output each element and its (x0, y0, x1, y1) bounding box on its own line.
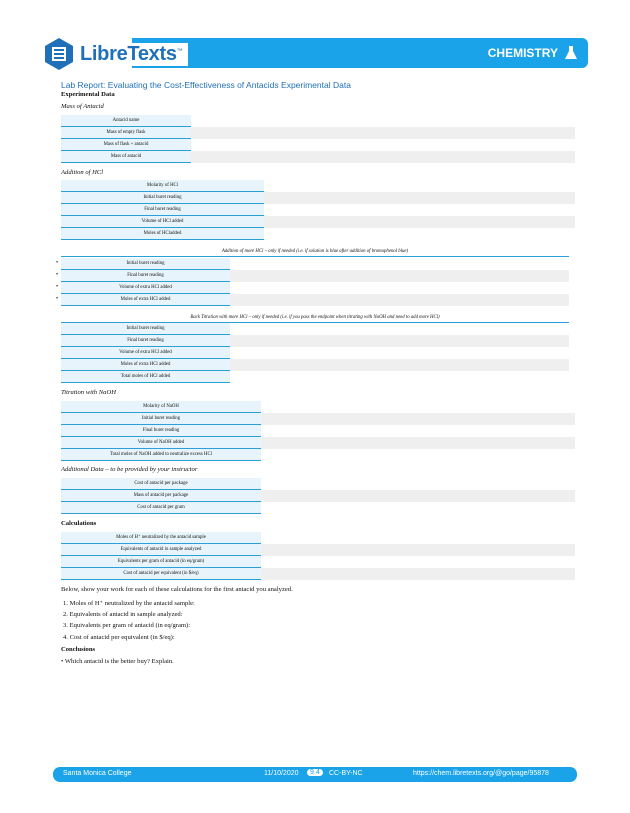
value-cell[interactable] (230, 282, 569, 294)
table-cell: Moles of HCladded (61, 228, 264, 240)
value-cell[interactable] (230, 335, 569, 347)
table-cell: Volume of extra HCl added (61, 347, 230, 359)
footer-license: CC-BY-NC (329, 770, 363, 777)
table-cell: Final buret reading (61, 335, 230, 347)
table-cell: Initial buret reading (61, 413, 261, 425)
value-cell[interactable] (230, 347, 569, 359)
value-cell[interactable] (261, 532, 575, 544)
value-cell[interactable] (191, 115, 575, 127)
back-titration-caption: Back Titration with more HCl – only if needed (i.e. if you pass the endpoint when titrating with NaOH and need to add more HCl) (61, 313, 569, 323)
bullet: • (56, 272, 59, 278)
conclusion-item: • Which antacid is the better buy? Explain. (61, 658, 174, 665)
hcl-table (61, 180, 575, 240)
value-cell[interactable] (264, 216, 575, 228)
value-cell[interactable] (230, 371, 569, 383)
libretexts-logo-icon (42, 37, 76, 71)
value-cell[interactable] (264, 204, 575, 216)
work-item: 1. Moles of H⁺ neutralized by the antacid sample: (63, 600, 195, 607)
logo-text: LibreTexts™ (80, 43, 188, 66)
footer-college: Santa Monica College (63, 770, 132, 777)
table-cell: Volume of extra HCl added (61, 282, 230, 294)
table-cell: Final buret reading (61, 270, 230, 282)
logo[interactable] (42, 36, 188, 72)
value-cell[interactable] (261, 413, 575, 425)
value-cell[interactable] (261, 449, 575, 461)
table-cell: Cost of antacid per equivalent (in $/eq) (61, 568, 261, 580)
value-cell[interactable] (261, 568, 575, 580)
footer-url[interactable]: https://chem.libretexts.org/@go/page/95878 (413, 770, 549, 777)
table-cell: Volume of NaOH added (61, 437, 261, 449)
table-cell: Initial buret reading (61, 192, 264, 204)
additional-section-label: Additional Data – to be provided by your instructor (61, 466, 198, 473)
more-hcl-table (61, 258, 569, 306)
table-cell: Mass of flask + antacid (61, 139, 191, 151)
work-item: 2. Equivalents of antacid in sample analyzed: (63, 611, 183, 618)
table-cell: Initial buret reading (61, 258, 230, 270)
value-cell[interactable] (230, 323, 569, 335)
value-cell[interactable] (261, 478, 575, 490)
table-cell: Moles of extra HCl added (61, 294, 230, 306)
value-cell[interactable] (191, 127, 575, 139)
naoh-table (61, 401, 575, 461)
additional-table (61, 478, 575, 514)
table-cell: Equivalents per gram of antacid (in eq/gram) (61, 556, 261, 568)
table-cell: Molarity of HCl (61, 180, 264, 192)
table-cell: Mass of empty flask (61, 127, 191, 139)
value-cell[interactable] (230, 258, 569, 270)
value-cell[interactable] (230, 294, 569, 306)
mass-section-label: Mass of Antacid (61, 103, 104, 110)
table-cell: Total moles of HCl added (61, 371, 230, 383)
value-cell[interactable] (261, 556, 575, 568)
bullet: • (56, 260, 59, 266)
table-cell: Equivalents of antacid in sample analyzed (61, 544, 261, 556)
conclusions-heading: Conclusions (61, 646, 96, 653)
table-cell: Antacid name (61, 115, 191, 127)
table-cell: Cost of antacid per package (61, 478, 261, 490)
calculations-heading: Calculations (61, 520, 97, 527)
footer-page-number: 9.4 (307, 769, 323, 776)
value-cell[interactable] (261, 401, 575, 413)
table-cell: Molarity of NaOH (61, 401, 261, 413)
experimental-data-heading: Experimental Data (61, 91, 115, 98)
value-cell[interactable] (191, 151, 575, 163)
table-cell: Initial buret reading (61, 323, 230, 335)
subject-text: CHEMISTRY (487, 46, 558, 60)
work-item: 3. Equivalents per gram of antacid (in eq/gram): (63, 622, 191, 629)
table-cell: Final buret reading (61, 204, 264, 216)
table-cell: Total moles of NaOH added to neutralize excess HCl (61, 449, 261, 461)
hcl-section-label: Addition of HCl (61, 169, 104, 176)
back-titration-table (61, 323, 569, 383)
table-cell: Final buret reading (61, 425, 261, 437)
value-cell[interactable] (264, 180, 575, 192)
footer-date: 11/10/2020 (264, 770, 299, 777)
value-cell[interactable] (261, 490, 575, 502)
bullet: • (56, 296, 59, 302)
table-cell: Mass of antacid (61, 151, 191, 163)
naoh-section-label: Titration with NaOH (61, 389, 116, 396)
table-cell: Moles of H⁺ neutralized by the antacid sample (61, 532, 261, 544)
page-title: Lab Report: Evaluating the Cost-Effectiveness of Antacids Experimental Data (61, 80, 351, 90)
value-cell[interactable] (264, 228, 575, 240)
header (42, 36, 588, 68)
value-cell[interactable] (230, 359, 569, 371)
footer (53, 767, 577, 782)
value-cell[interactable] (264, 192, 575, 204)
bullet: • (56, 284, 59, 290)
mass-table (61, 115, 575, 163)
value-cell[interactable] (261, 425, 575, 437)
table-cell: Volume of HCl added (61, 216, 264, 228)
table-cell: Cost of antacid per gram (61, 502, 261, 514)
value-cell[interactable] (261, 437, 575, 449)
more-hcl-caption: Addition of more HCl – only if needed (i.e. if solution is blue after addition of bromophenol blue) (61, 247, 569, 257)
flask-icon (564, 45, 578, 61)
value-cell[interactable] (261, 544, 575, 556)
value-cell[interactable] (261, 502, 575, 514)
table-cell: Moles of extra HCl added (61, 359, 230, 371)
subject-label (488, 45, 578, 61)
table-cell: Mass of antacid per package (61, 490, 261, 502)
instructions-text: Below, show your work for each of these calculations for the first antacid you analyzed. (61, 586, 293, 593)
work-item: 4. Cost of antacid per equivalent (in $/eq): (63, 634, 175, 641)
calculations-table (61, 532, 575, 580)
value-cell[interactable] (230, 270, 569, 282)
value-cell[interactable] (191, 139, 575, 151)
